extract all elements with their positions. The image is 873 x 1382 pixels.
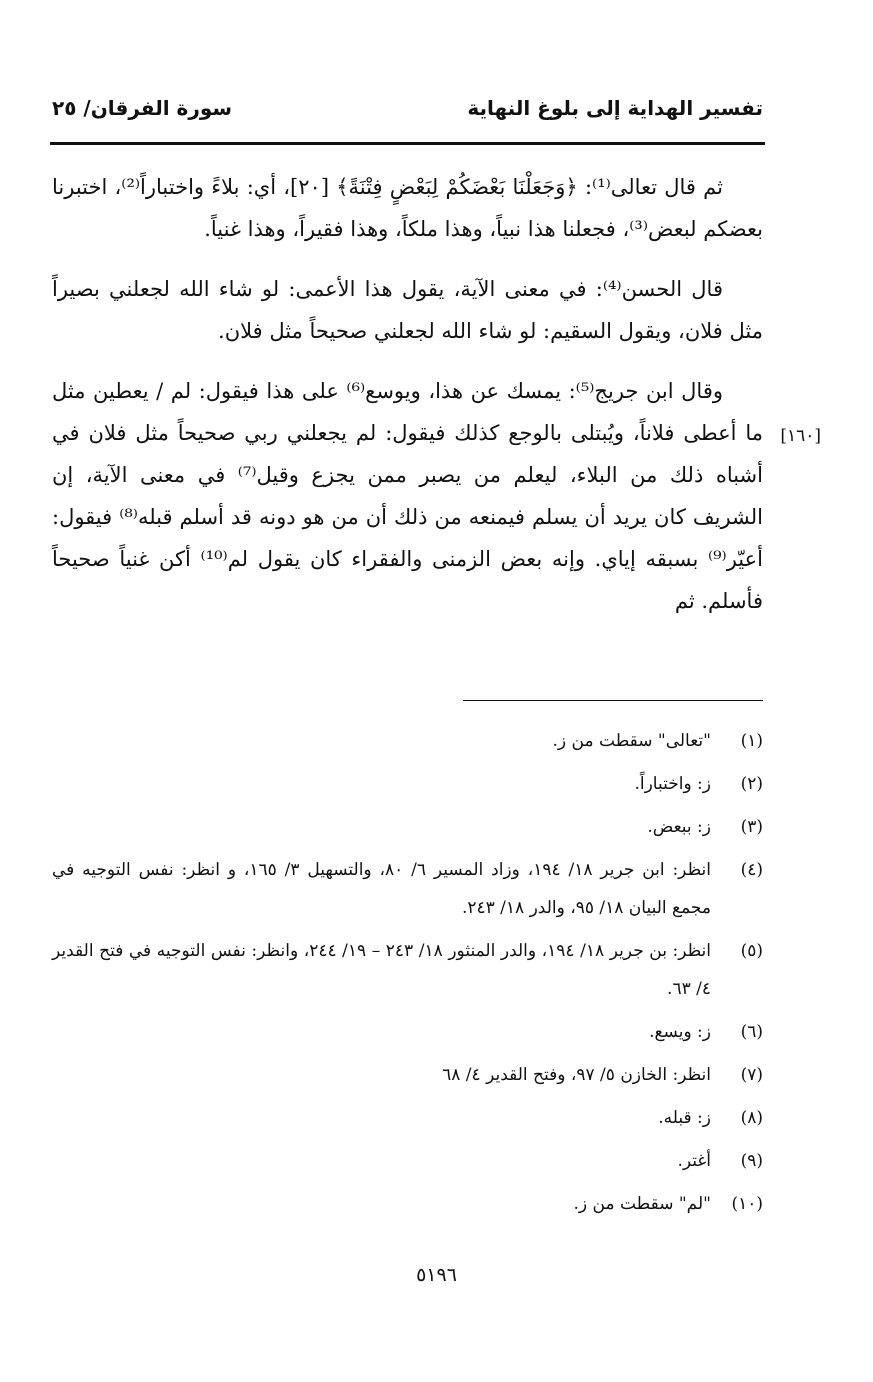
footnote-text: انظر: الخازن ٥/ ٩٧، وفتح القدير ٤/ ٦٨ [442, 1065, 711, 1085]
running-header-surah: سورة الفرقان/ ٢٥ [52, 96, 233, 120]
footnote-number: (٤) [740, 860, 763, 880]
footnote-rule [463, 700, 763, 701]
footnote-item [52, 1099, 763, 1137]
paragraph-3: وقال ابن جريج⁽⁵⁾: يمسك عن هذا، ويوسع⁽⁶⁾ على هذا فيقول: لم / يعطين مثل ما أعطى فلاناً، ويُبتلى بالوجع كذلك فيقول: لم يجعلني ربي صحيحاً مثل فلان في أشباه ذلك من البلاء، ليعلم من يصبر ممن يجزع وقيل⁽⁷⁾ في معنى الآية، إن الشريف كان يريد أن يسلم فيمنعه من ذلك أن من هو دونه قد أسلم قبله⁽⁸⁾ فيقول: أعيّر⁽⁹⁾ بسبقه إياي. وإنه بعض الزمنى والفقراء كان يقول لم⁽¹⁰⁾ أكن غنياً صحيحاً فأسلم. ثم [52, 379, 764, 613]
footnote-item [52, 932, 763, 1008]
running-header-title: تفسير الهداية إلى بلوغ النهاية [467, 96, 763, 120]
footnote-text: ز: قبله. [658, 1108, 711, 1128]
footnote-item [52, 1185, 763, 1223]
main-text [52, 166, 763, 640]
footnote-item [52, 1013, 763, 1051]
footnote-number: (١٠) [731, 1194, 763, 1214]
footnote-text: انظر: ابن جرير ١٨/ ١٩٤، وزاد المسير ٦/ ٨٠، والتسهيل ٣/ ١٦٥، و انظر: نفس التوجيه في مجمع البيان ١٨/ ٩٥، والدر ١٨/ ٢٤٣. [52, 860, 711, 918]
footnote-item [52, 1056, 763, 1094]
footnote-text: ز: ببعض. [647, 817, 711, 837]
footnote-number: (٣) [740, 817, 763, 837]
manuscript-folio-marker: [١٦٠] [780, 426, 821, 446]
footnote-number: (٨) [740, 1108, 763, 1128]
footnote-item [52, 765, 763, 803]
footnote-number: (٦) [740, 1022, 763, 1042]
footnote-item [52, 1142, 763, 1180]
header-rule [50, 142, 765, 145]
footnote-item [52, 851, 763, 927]
paragraph-2: قال الحسن⁽⁴⁾: في معنى الآية، يقول هذا الأعمى: لو شاء الله لجعلني بصيراً مثل فلان، ويقول السقيم: لو شاء الله لجعلني صحيحاً مثل فلان. [52, 277, 763, 343]
footnotes [52, 722, 763, 1228]
footnote-item [52, 722, 763, 760]
footnote-number: (٧) [740, 1065, 763, 1085]
page-number: ٥١٩٦ [416, 1264, 457, 1286]
footnote-number: (٢) [740, 774, 763, 794]
footnote-text: "لم" سقطت من ز. [573, 1194, 711, 1214]
footnote-text: ز: ويسع. [649, 1022, 711, 1042]
footnote-text: ز: واختباراً. [634, 774, 711, 794]
footnote-number: (١) [740, 731, 763, 751]
footnote-text: انظر: بن جرير ١٨/ ١٩٤، والدر المنثور ١٨/ ٢٤٣ – ١٩/ ٢٤٤، وانظر: نفس التوجيه في فتح القدير ٤/ ٦٣. [52, 941, 711, 999]
footnote-text: أغتر. [677, 1151, 711, 1171]
footnote-item [52, 808, 763, 846]
footnote-number: (٩) [740, 1151, 763, 1171]
footnote-number: (٥) [740, 941, 763, 961]
paragraph-1: ثم قال تعالى⁽¹⁾: ﴿وَجَعَلْنَا بَعْضَكُمْ لِبَعْضٍ فِتْنَةً﴾ [٢٠]، أي: بلاءً واختباراً⁽²⁾، اختبرنا بعضكم لبعض⁽³⁾، فجعلنا هذا نبياً، وهذا ملكاً، وهذا فقيراً، وهذا غنياً. [52, 175, 763, 241]
footnote-text: "تعالى" سقطت من ز. [552, 731, 711, 751]
